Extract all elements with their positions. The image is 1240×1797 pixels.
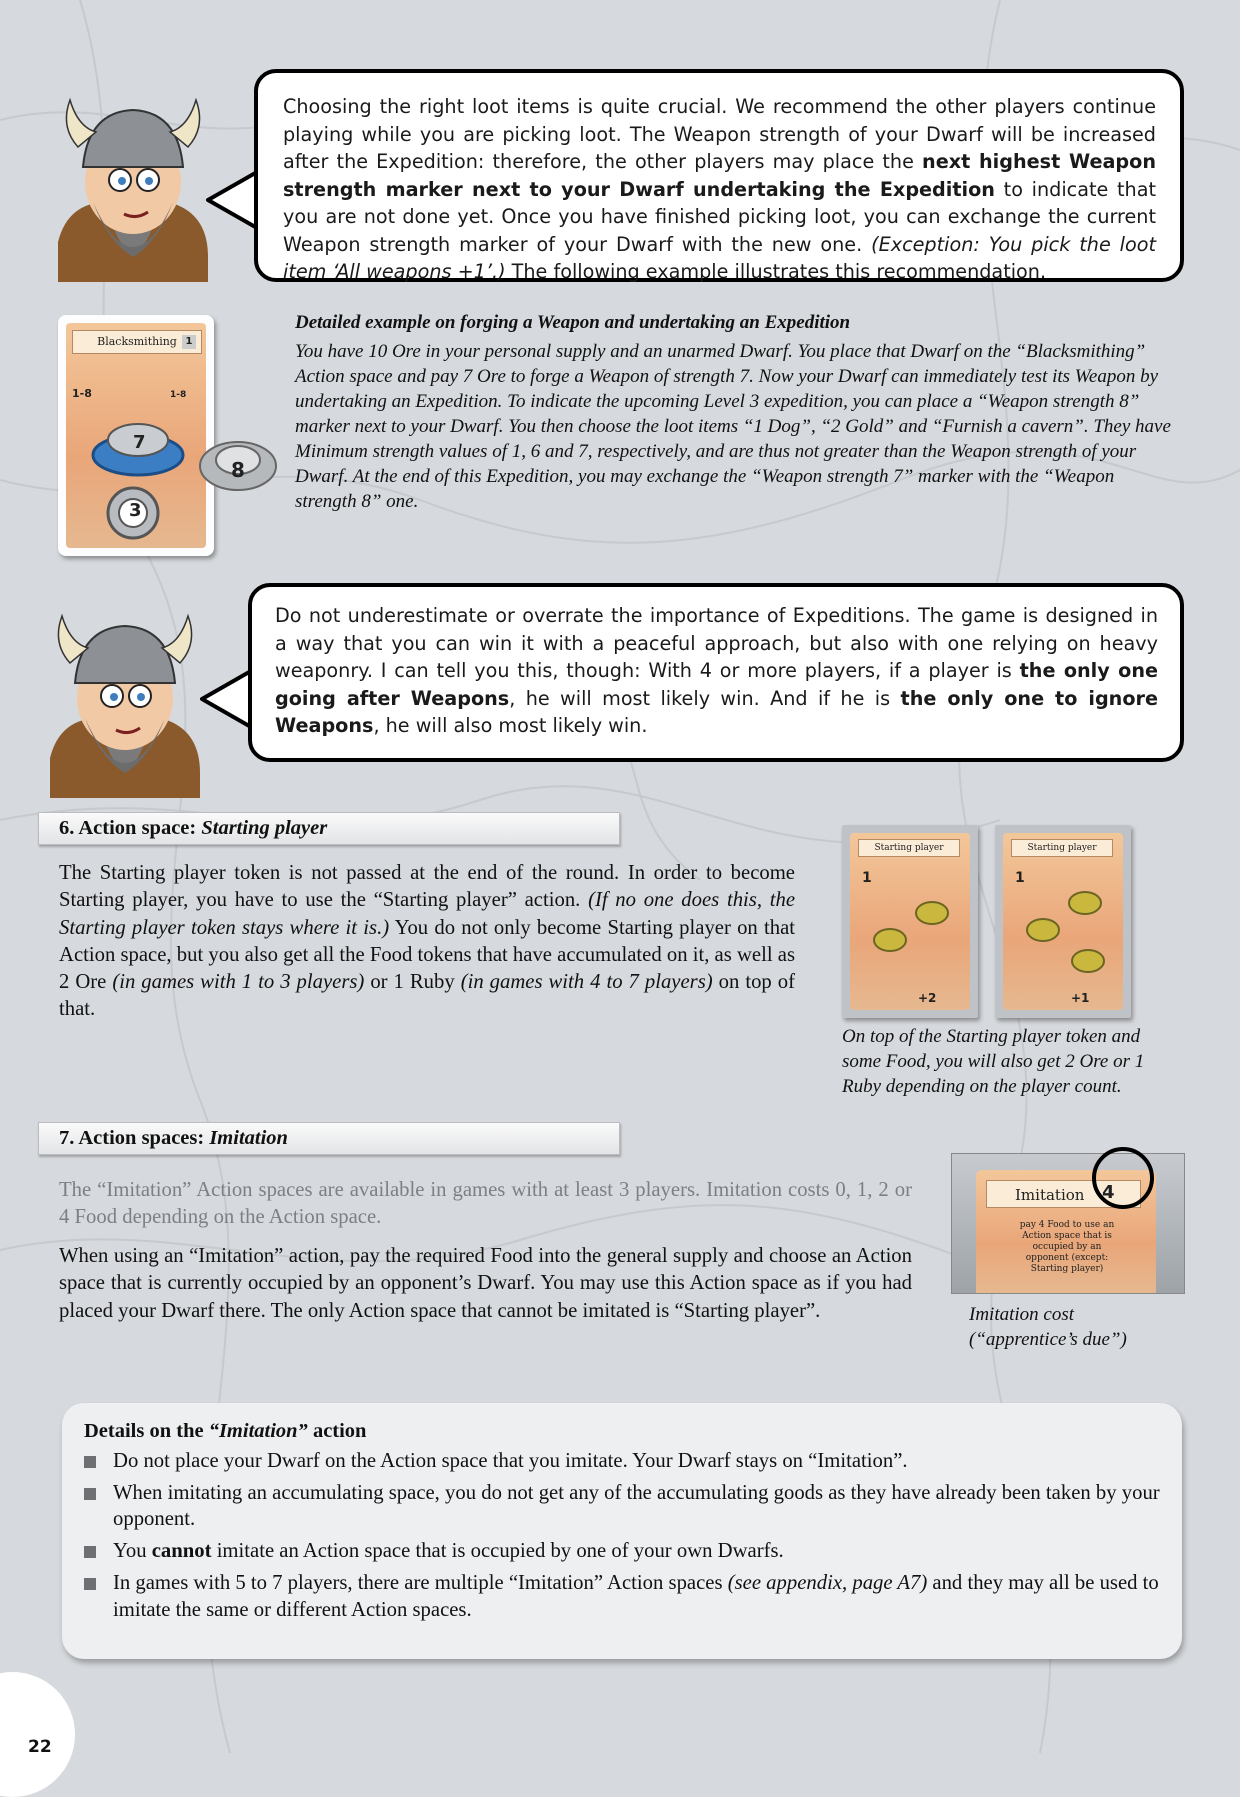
- section-7-intro: The “Imitation” Action spaces are available in games with at least 3 players. Imitation costs 0, 1, 2 or 4 Food depending on the Action space.: [59, 1179, 912, 1229]
- dwarf-portrait-icon-2: [40, 608, 210, 798]
- card-ruby-bonus: +1: [1071, 991, 1090, 1005]
- card-food-count: 1: [1015, 870, 1025, 886]
- bullet-icon: [84, 1546, 96, 1558]
- speech-bubble-loot-tip: [254, 69, 1184, 282]
- starting-player-caption: On top of the Starting player token and some Food, you will also get 2 Ore or 1 Ruby depending on the player count.: [842, 1026, 1145, 1097]
- list-item: In games with 5 to 7 players, there are multiple “Imitation” Action spaces (see appendix, page A7) and they may all be used to imitate the same or different Action spaces.: [84, 1570, 1160, 1623]
- imitation-cost-value: 4: [1102, 1182, 1115, 1203]
- blacksmithing-card: [58, 315, 214, 556]
- starting-player-card-2: [995, 825, 1131, 1018]
- weapon-strength-marker-value: 8: [231, 458, 245, 482]
- bullet-icon: [84, 1488, 96, 1500]
- weapon-strength-value: 7: [133, 432, 146, 453]
- imitation-details-box: [62, 1403, 1182, 1659]
- ore-range-label: 1-8: [72, 387, 92, 400]
- list-item: You cannot imitate an Action space that is occupied by one of your own Dwarfs.: [84, 1538, 1160, 1565]
- dwarf-portrait-icon: [48, 92, 218, 282]
- details-list: [84, 1448, 1160, 1623]
- bubble-text: Choosing the right loot items is quite crucial. We recommend the other players continue playing while you are picking loot. The Weapon strength of your Dwarf will be increased after the Expedition: therefore, the other players may place the next highest Weapon strength marker next to your Dwarf undertaking the Expedition to indicate that you are not done yet. Once you have finished picking loot, you can exchange the current Weapon strength marker of your Dwarf with the new one. (Exception: You pick the loot item ‘All weapons +1’.) The following example illustrates this recommendation.: [283, 95, 1156, 283]
- card-title: Starting player: [1011, 839, 1113, 857]
- section-6-header: 6. Action space: Starting player: [38, 812, 620, 845]
- bullet-icon: [84, 1578, 96, 1590]
- example-title: Detailed example on forging a Weapon and undertaking an Expedition: [295, 312, 851, 333]
- expedition-level-value: 3: [129, 500, 142, 521]
- cost-highlight-circle: [1090, 1145, 1156, 1211]
- card-title: Imitation: [986, 1180, 1141, 1208]
- imitation-card-text: pay 4 Food to use an Action space that is occupied by an opponent (except: Starting player): [1019, 1220, 1115, 1274]
- card-food-count: 1: [862, 870, 872, 886]
- card-title: Blacksmithing: [72, 330, 202, 354]
- list-item: Do not place your Dwarf on the Action space that you imitate. Your Dwarf stays on “Imitation”.: [84, 1448, 1160, 1475]
- section-7-text: When using an “Imitation” action, pay the required Food into the general supply and choose an Action space that is currently occupied by an opponent’s Dwarf. You may use this Action space as if you had placed your Dwarf there. The only Action space that cannot be imitated is “Starting player”.: [59, 1245, 912, 1322]
- page-number: 22: [28, 1737, 52, 1757]
- weapon-range-label: 1-8: [170, 390, 187, 400]
- bullet-icon: [84, 1456, 96, 1468]
- section-6-text: The Starting player token is not passed at the end of the round. In order to become Starting player, you have to use the “Starting player” action. (If no one does this, the Starting player token stays where it is.) You do not only become Starting player on that Action space, but you also get all the Food tokens that have accumulated on it, as well as 2 Ore (in games with 1 to 3 players) or 1 Ruby (in games with 4 to 7 players) on top of that.: [59, 862, 796, 1021]
- starting-player-card-1: [842, 825, 978, 1018]
- section-7-header: 7. Action spaces: Imitation: [38, 1122, 620, 1155]
- card-cost-badge: 1: [182, 335, 196, 349]
- forging-example: [295, 310, 1180, 514]
- bubble-text-2: Do not underestimate or overrate the importance of Expeditions. The game is designed in a way that you can win it with a peaceful approach, but also with one relying on heavy weaponry. I can tell you this, though: With 4 or more players, if a player is the only one going after Weapons, he will most likely win. And if he is the only one to ignore Weapons, he will also most likely win.: [275, 604, 1158, 737]
- details-title: Details on the “Imitation” action: [84, 1420, 367, 1442]
- imitation-caption: Imitation cost (“apprentice’s due”): [969, 1304, 1127, 1350]
- speech-bubble-expedition-tip: [248, 583, 1184, 762]
- food-tokens-icon: [1013, 885, 1113, 985]
- food-tokens-icon: [860, 895, 960, 975]
- example-body: You have 10 Ore in your personal supply and an unarmed Dwarf. You place that Dwarf on the “Blacksmithing” Action space and pay 7 Ore to forge a Weapon of strength 7. Now your Dwarf can immediately test its Weapon by undertaking an Expedition. To indicate the upcoming Level 3 expedition, you can place a “Weapon strength 8” marker next to your Dwarf. You then choose the loot items “1 Dog”, “2 Gold” and “Furnish a cavern”. They have Minimum strength values of 1, 6 and 7, respectively, and are thus not greater than the Weapon strength of your Dwarf. At the end of this Expedition, you may exchange the “Weapon strength 7” marker with the “Weapon strength 8” one.: [295, 341, 1171, 512]
- card-ore-bonus: +2: [918, 991, 937, 1005]
- card-title: Starting player: [858, 839, 960, 857]
- list-item: When imitating an accumulating space, you do not get any of the accumulating goods as they have already been taken by your opponent.: [84, 1480, 1160, 1533]
